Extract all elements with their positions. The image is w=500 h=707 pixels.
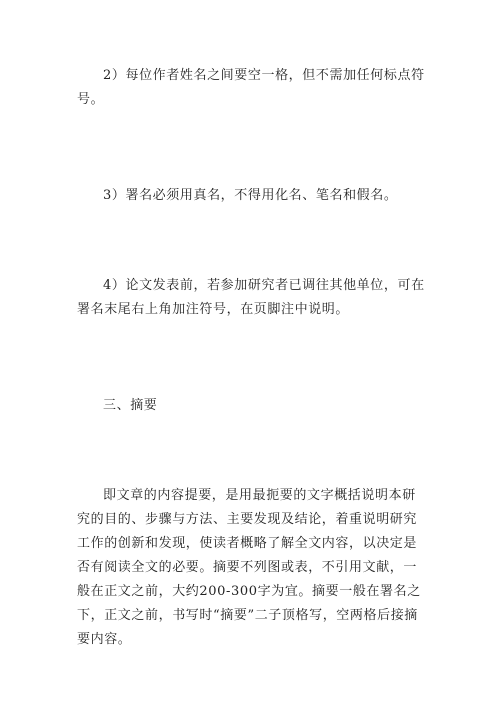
paragraph-real-name: 3）署名必须用真名，不得用化名、笔名和假名。 <box>103 188 398 203</box>
paragraph-affiliation-note: 4）论文发表前，若参加研究者已调往其他单位，可在署名末尾右上角加注符号，在页脚注中说明。 <box>77 278 425 317</box>
paragraph-author-spacing: 2）每位作者姓名之间要空一格，但不需加任何标点符号。 <box>77 68 425 107</box>
section-heading-abstract: 三、摘要 <box>103 398 158 413</box>
paragraph-abstract-description: 即文章的内容提要，是用最扼要的文字概括说明本研究的目的、步骤与方法、主要发现及结论，着重说明研究工作的创新和发现，使读者概略了解全文内容，以决定是否有阅读全文的必要。摘要不列图或表，不引用文献，一般在正文之前，大约200-300字为宜。摘要一般在署名之下，正文之前，书写时“摘要”二子顶格写，空两格后接摘要内容。 <box>77 488 421 647</box>
